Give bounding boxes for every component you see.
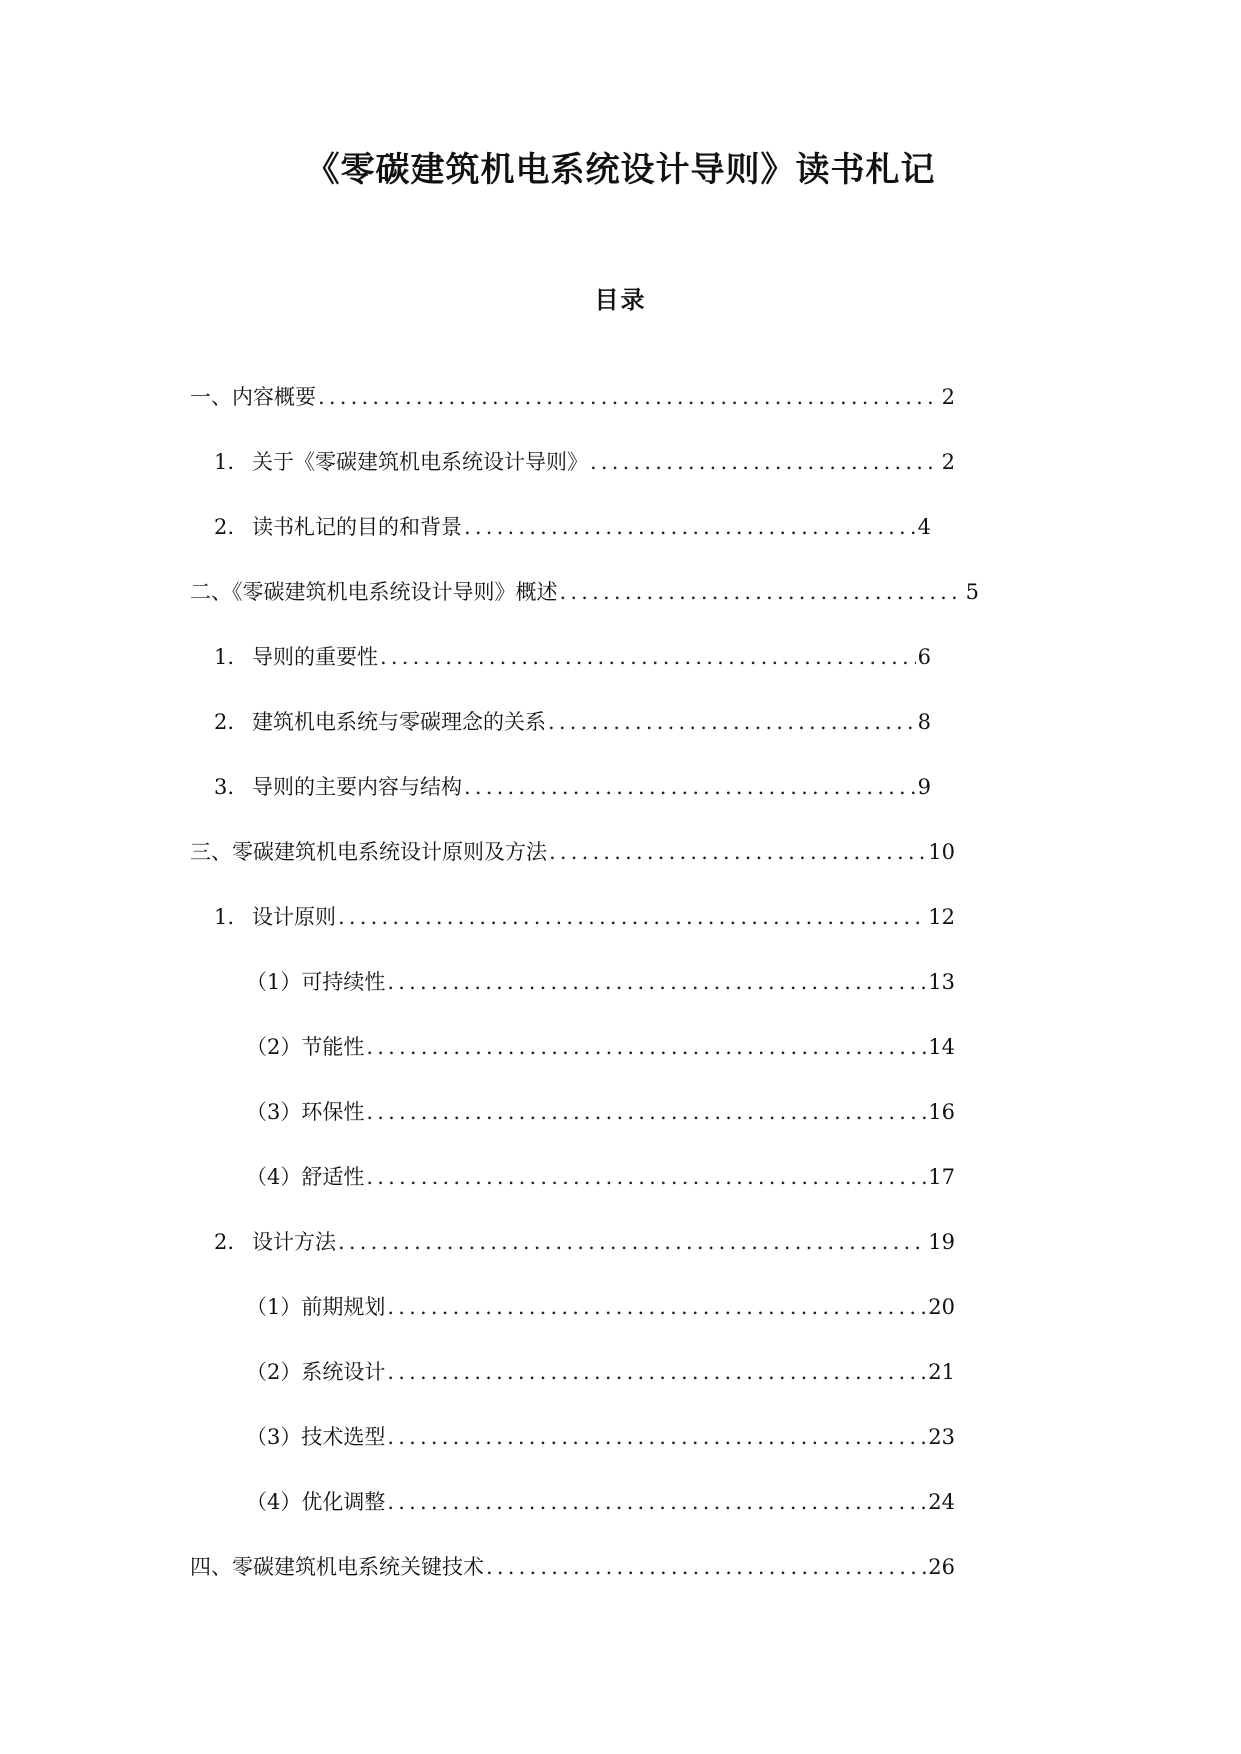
toc-entry-number: 2. — [214, 710, 235, 734]
toc-entry-number: 1. — [214, 905, 235, 929]
toc-leader-dots — [366, 1097, 926, 1127]
toc-entry-label: 二、《零碳建筑机电系统设计导则》概述 — [190, 580, 558, 604]
toc-entry[interactable] — [190, 447, 955, 512]
toc-entry-page: 2 — [941, 450, 955, 474]
toc-entry-label: 读书札记的目的和背景 — [252, 515, 462, 539]
toc-leader-dots — [338, 902, 926, 932]
document-title: 《零碳建筑机电系统设计导则》读书札记 — [305, 150, 936, 190]
toc-leader-dots — [464, 772, 916, 802]
toc-entry-label: 建筑机电系统与零碳理念的关系 — [252, 710, 546, 734]
toc-leader-dots — [387, 1487, 926, 1517]
toc-heading: 目录 — [594, 285, 647, 314]
toc-entry-page: 4 — [917, 515, 931, 539]
toc-entry-number: 1. — [214, 645, 235, 669]
toc-leader-dots — [464, 512, 916, 542]
toc-leader-dots — [380, 642, 916, 672]
toc-entry-page: 19 — [928, 1230, 955, 1254]
toc-entry-label: （3）技术选型 — [246, 1425, 386, 1449]
toc-entry-page: 8 — [917, 710, 931, 734]
toc-entry[interactable] — [190, 707, 931, 772]
toc-entry-label: （4）优化调整 — [246, 1490, 386, 1514]
toc-entry-number: 1. — [214, 450, 235, 474]
toc-leader-dots — [486, 1552, 926, 1582]
toc-entry-page: 26 — [928, 1555, 955, 1579]
toc-entry-page: 21 — [928, 1360, 955, 1384]
toc-entry-page: 24 — [928, 1490, 955, 1514]
toc-entry-number: 3. — [214, 775, 235, 799]
toc-entry[interactable] — [190, 967, 955, 1032]
toc-entry-label: （1）前期规划 — [246, 1295, 386, 1319]
table-of-contents — [190, 382, 990, 1617]
toc-leader-dots — [387, 1357, 926, 1387]
toc-entry[interactable] — [190, 1162, 955, 1227]
toc-entry-page: 6 — [917, 645, 931, 669]
toc-entry[interactable] — [190, 382, 955, 447]
toc-entry-label: 设计原则 — [252, 905, 336, 929]
toc-entry[interactable] — [190, 1032, 955, 1097]
toc-entry[interactable] — [190, 772, 931, 837]
toc-entry[interactable] — [190, 837, 955, 902]
toc-leader-dots — [318, 382, 940, 412]
toc-entry-page: 16 — [928, 1100, 955, 1124]
toc-entry-label: （4）舒适性 — [246, 1165, 365, 1189]
toc-entry-label: 设计方法 — [252, 1230, 336, 1254]
toc-entry-label: （2）节能性 — [246, 1035, 365, 1059]
toc-entry-page: 2 — [941, 385, 955, 409]
toc-entry[interactable] — [190, 1552, 955, 1617]
toc-leader-dots — [548, 707, 916, 737]
toc-entry-label: 三、零碳建筑机电系统设计原则及方法 — [190, 840, 547, 864]
toc-entry-label: （1）可持续性 — [246, 970, 386, 994]
toc-leader-dots — [387, 967, 926, 997]
toc-entry-label: 导则的主要内容与结构 — [252, 775, 462, 799]
toc-entry-number: 2. — [214, 1230, 235, 1254]
toc-entry[interactable] — [190, 1292, 955, 1357]
toc-leader-dots — [549, 837, 926, 867]
toc-entry[interactable] — [190, 1357, 955, 1422]
toc-leader-dots — [387, 1292, 926, 1322]
toc-entry-label: 关于《零碳建筑机电系统设计导则》 — [252, 450, 588, 474]
toc-entry[interactable] — [190, 642, 931, 707]
toc-entry-page: 23 — [928, 1425, 955, 1449]
toc-entry-label: （3）环保性 — [246, 1100, 365, 1124]
toc-leader-dots — [366, 1162, 926, 1192]
toc-entry-page: 12 — [928, 905, 955, 929]
toc-entry-page: 20 — [928, 1295, 955, 1319]
toc-entry-page: 14 — [928, 1035, 955, 1059]
toc-leader-dots — [560, 577, 964, 607]
toc-entry-label: 导则的重要性 — [252, 645, 378, 669]
toc-entry[interactable] — [190, 902, 955, 967]
toc-entry[interactable] — [190, 1097, 955, 1162]
toc-entry[interactable] — [190, 1227, 955, 1292]
toc-leader-dots — [366, 1032, 926, 1062]
toc-entry-label: 四、零碳建筑机电系统关键技术 — [190, 1555, 484, 1579]
toc-leader-dots — [590, 447, 940, 477]
toc-entry-page: 13 — [928, 970, 955, 994]
toc-leader-dots — [387, 1422, 926, 1452]
toc-leader-dots — [338, 1227, 926, 1257]
toc-entry[interactable] — [190, 512, 931, 577]
toc-entry-page: 10 — [928, 840, 955, 864]
toc-entry-page: 5 — [965, 580, 979, 604]
toc-entry[interactable] — [190, 577, 979, 642]
toc-entry-page: 17 — [928, 1165, 955, 1189]
toc-entry[interactable] — [190, 1422, 955, 1487]
toc-entry-label: （2）系统设计 — [246, 1360, 386, 1384]
toc-entry-label: 一、内容概要 — [190, 385, 316, 409]
toc-entry-page: 9 — [917, 775, 931, 799]
toc-entry[interactable] — [190, 1487, 955, 1552]
toc-entry-number: 2. — [214, 515, 235, 539]
